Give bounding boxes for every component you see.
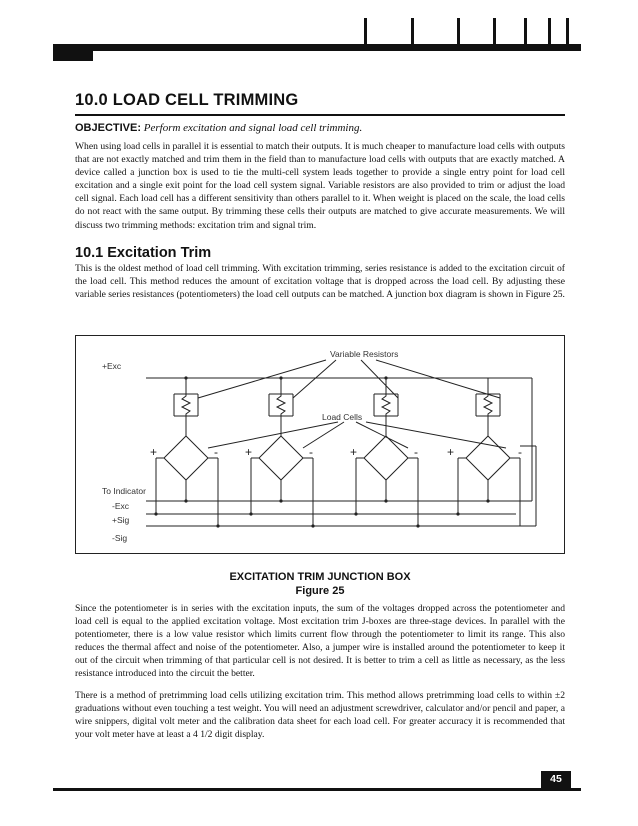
cell-3-plus: +: [350, 445, 358, 459]
cell-4-minus: -: [518, 445, 522, 459]
load-cell-1: [156, 378, 218, 526]
cell-2-minus: -: [309, 445, 313, 459]
cell-1-plus: +: [150, 445, 158, 459]
label-to-indicator: To Indicator: [102, 486, 146, 496]
section-title-rule: [75, 114, 565, 116]
label-variable-resistors: Variable Resistors: [330, 349, 399, 359]
potentiometer-paragraph: Since the potentiometer is in series with the excitation inputs, the sum of the voltages dropped across the potentiometer and load cell is equal to the applied excitation voltage. Most excitation trim J-boxes are three-stage devices. In parallel with the potentiometer, there is a low value resistor which limits current flow through the potentiometer to limit its range. This also reduces the thermal affect and noise of the potentiometer. Also, a jumper wire is installed around the potentiometer to keep it out of the circuit when trimming of that particular cell is not desired. It is better to trim a cell as little as necessary, as the less resistance introduced into the circuit the better.: [75, 603, 565, 680]
figure-caption: [75, 570, 565, 598]
load-cell-2: [251, 378, 313, 526]
footer-rule: [53, 788, 581, 791]
figure-number: Figure 25: [295, 585, 345, 597]
label-exc-minus: -Exc: [112, 501, 129, 511]
figure-caption-title: EXCITATION TRIM JUNCTION BOX: [229, 571, 411, 583]
subsection-title: 10.1 Excitation Trim: [75, 245, 212, 261]
excitation-trim-paragraph: This is the oldest method of load cell trimming. With excitation trimming, series resistance is added to the excitation circuit of the load cell. This method reduces the amount of excitation voltage that is dropped across the load cell. By adjusting these variable series resistances (potentiometers) the load cell outputs can be matched. A junction box diagram is shown in Figure 25.: [75, 263, 565, 301]
load-cell-4: [458, 378, 520, 526]
page-number: 45: [541, 771, 571, 788]
load-cell-3: [356, 378, 418, 526]
pretrimming-paragraph: There is a method of pretrimming load cells utilizing excitation trim. This method allows pretrimming load cells to within ±2 graduations without even touching a test weight. You will need an adjustment screwdriver, calculator and/or pencil and paper, a wire snippers, digital volt meter and the calibration data sheet for each load cell. For greater accuracy it is recommended that your volt meter have at least a 4 1/2 digit display.: [75, 690, 565, 741]
label-sig-minus: -Sig: [112, 533, 128, 543]
intro-paragraph: When using load cells in parallel it is essential to match their outputs. It is much cheaper to manufacture load cells with outputs that are not exactly matched and trim them in the field than to manufacture load cells with outputs that are exactly matched. A device called a junction box is used to tie the multi-cell system leads together to provide a single entry point for load cell excitation and a single exit point for the load cell system signal. Variable resistors are also provided to trim or adjust the load cell signal. Each load cell has a different sensitivity than others parallel to it. When weight is placed on the scale, the load cells do not react with the same output. By trimming these cells their outputs are matched to give accurate measurements. We will discuss two trimming methods: excitation trim and signal trim.: [75, 141, 565, 231]
junction-box-schematic: [76, 336, 564, 553]
objective-label: OBJECTIVE:: [75, 122, 142, 134]
header-block: [53, 44, 93, 61]
label-exc-plus: +Exc: [102, 361, 122, 371]
header-rule: [53, 44, 581, 51]
objective-text: Perform excitation and signal load cell trimming.: [143, 122, 363, 134]
label-sig-plus: +Sig: [112, 515, 130, 525]
junction-box-diagram: [75, 335, 565, 554]
cell-4-plus: +: [447, 445, 455, 459]
cell-3-minus: -: [414, 445, 418, 459]
cell-2-plus: +: [245, 445, 253, 459]
label-load-cells: Load Cells: [322, 412, 363, 422]
cell-1-minus: -: [214, 445, 218, 459]
objective: [75, 122, 362, 134]
header-tick-marks: [0, 18, 638, 44]
section-title: 10.0 LOAD CELL TRIMMING: [75, 91, 299, 109]
